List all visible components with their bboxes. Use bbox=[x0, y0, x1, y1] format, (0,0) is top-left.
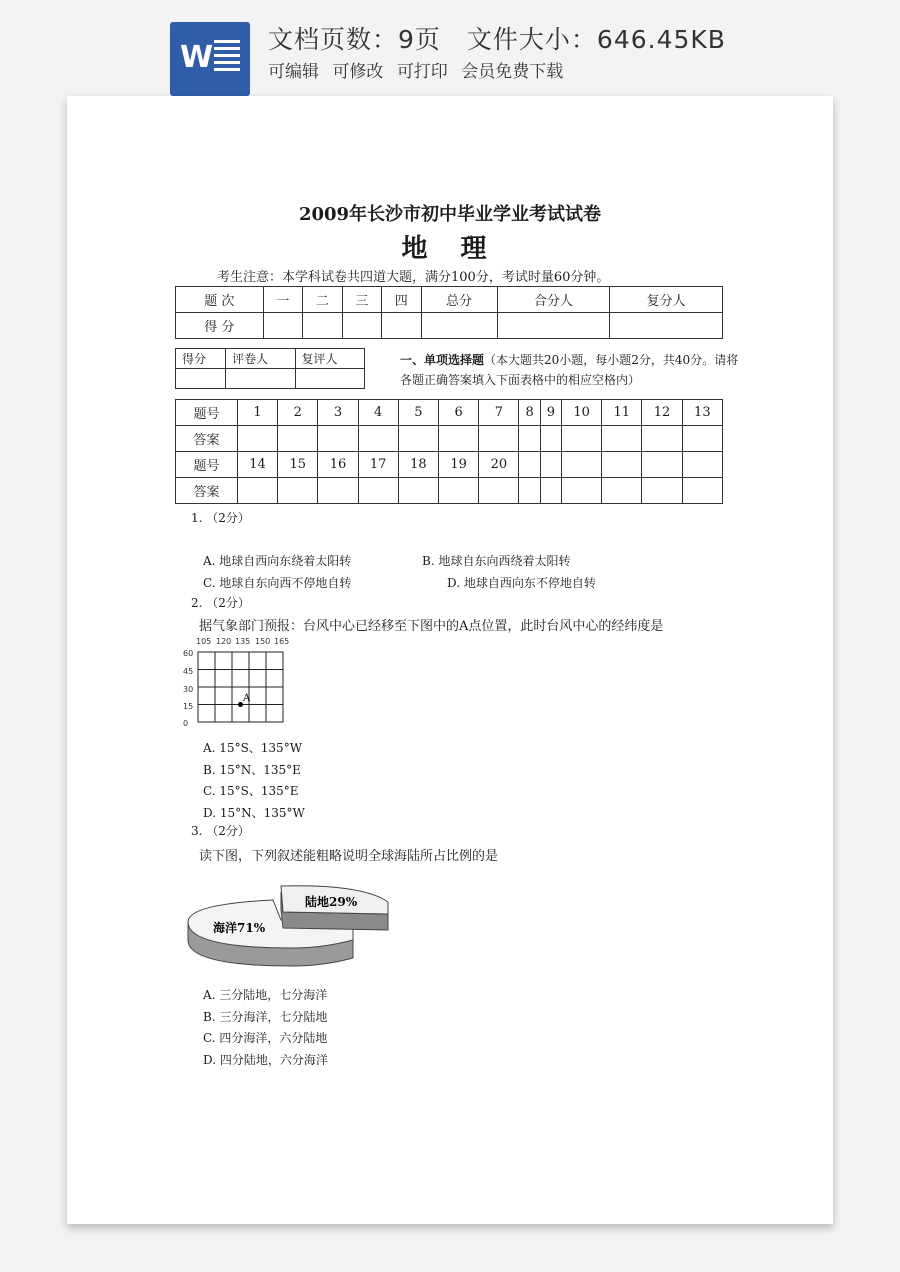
table-cell bbox=[278, 426, 318, 452]
grid-y-label: 15 bbox=[183, 702, 194, 711]
feature-modifiable: 可修改 bbox=[332, 62, 384, 82]
grid-x-label: 150 bbox=[255, 637, 271, 646]
table-cell: 题号 bbox=[176, 400, 238, 426]
pie-ocean-label: 海洋71% bbox=[213, 921, 266, 935]
table-cell bbox=[263, 313, 302, 339]
table-cell: 复评人 bbox=[295, 349, 364, 369]
table-cell bbox=[540, 452, 561, 478]
table-cell: 合分人 bbox=[497, 287, 610, 313]
grid-y-label: 30 bbox=[183, 685, 194, 694]
table-cell: 15 bbox=[278, 452, 318, 478]
q3-option-b: B. 三分海洋，七分陆地 bbox=[203, 1010, 328, 1024]
q1-option-a: A. 地球自西向东绕着太阳转 bbox=[203, 554, 352, 568]
document-page bbox=[67, 96, 833, 1224]
table-cell: 7 bbox=[479, 400, 519, 426]
table-cell: 2 bbox=[278, 400, 318, 426]
point-a-label: A bbox=[243, 693, 251, 704]
table-cell bbox=[642, 478, 682, 504]
land-ocean-pie-figure bbox=[183, 882, 393, 972]
table-cell bbox=[519, 426, 540, 452]
table-cell bbox=[479, 478, 519, 504]
table-row bbox=[176, 478, 723, 504]
exam-notice: 考生注意：本学科试卷共四道大题，满分100分，考试时量60分钟。 bbox=[217, 270, 610, 285]
table-cell: 总分 bbox=[421, 287, 497, 313]
table-cell: 题号 bbox=[176, 452, 238, 478]
table-cell: 20 bbox=[479, 452, 519, 478]
feature-printable: 可打印 bbox=[396, 62, 448, 82]
answer-table bbox=[175, 399, 723, 504]
table-cell: 9 bbox=[540, 400, 561, 426]
table-cell bbox=[497, 313, 610, 339]
grid-x-label: 135 bbox=[235, 637, 251, 646]
table-cell bbox=[540, 426, 561, 452]
table-cell bbox=[540, 478, 561, 504]
question-3-head: 3. （2分） bbox=[191, 824, 250, 838]
table-cell bbox=[561, 452, 601, 478]
file-info bbox=[268, 20, 752, 56]
table-cell bbox=[439, 478, 479, 504]
table-cell bbox=[479, 426, 519, 452]
table-cell: 12 bbox=[642, 400, 682, 426]
exam-title: 2009年长沙市初中毕业学业考试试卷 bbox=[298, 204, 602, 225]
table-cell: 3 bbox=[318, 400, 358, 426]
grid-x-label: 120 bbox=[216, 637, 232, 646]
table-row bbox=[176, 369, 365, 389]
word-icon-lines bbox=[214, 40, 240, 75]
table-row bbox=[176, 452, 723, 478]
table-cell bbox=[303, 313, 342, 339]
table-cell: 4 bbox=[358, 400, 398, 426]
table-cell: 11 bbox=[602, 400, 642, 426]
score-table bbox=[175, 286, 723, 339]
grid-x-label: 105 bbox=[196, 637, 212, 646]
q2-option-d: D. 15°N、135°W bbox=[203, 806, 305, 820]
download-banner bbox=[0, 0, 900, 96]
table-cell: 得 分 bbox=[176, 313, 264, 339]
table-cell: 17 bbox=[358, 452, 398, 478]
table-cell bbox=[295, 369, 364, 389]
table-cell bbox=[318, 478, 358, 504]
q2-option-a: A. 15°S、135°W bbox=[203, 741, 303, 755]
table-cell: 题 次 bbox=[176, 287, 264, 313]
table-cell: 一 bbox=[263, 287, 302, 313]
table-cell bbox=[642, 426, 682, 452]
table-cell: 5 bbox=[398, 400, 438, 426]
table-row bbox=[176, 287, 723, 313]
table-cell bbox=[610, 313, 723, 339]
file-size: 文件大小：646.45KB bbox=[466, 25, 726, 54]
feature-list bbox=[268, 57, 571, 82]
table-cell: 1 bbox=[237, 400, 277, 426]
table-cell: 答案 bbox=[176, 478, 238, 504]
table-cell bbox=[561, 426, 601, 452]
table-cell bbox=[519, 478, 540, 504]
table-cell bbox=[682, 452, 722, 478]
table-cell: 16 bbox=[318, 452, 358, 478]
table-cell bbox=[642, 452, 682, 478]
feature-editable: 可编辑 bbox=[268, 62, 319, 82]
table-cell: 6 bbox=[439, 400, 479, 426]
question-2-head: 2. （2分） bbox=[191, 596, 250, 610]
table-row bbox=[176, 400, 723, 426]
table-row bbox=[176, 349, 365, 369]
pie-land-label: 陆地29% bbox=[305, 895, 358, 909]
table-cell bbox=[398, 478, 438, 504]
table-cell bbox=[237, 426, 277, 452]
table-cell bbox=[561, 478, 601, 504]
word-document-icon bbox=[170, 22, 250, 96]
question-2-stem: 据气象部门预报：台风中心已经移至下图中的A点位置，此时台风中心的经纬度是 bbox=[199, 619, 664, 634]
table-cell: 四 bbox=[382, 287, 421, 313]
table-cell: 10 bbox=[561, 400, 601, 426]
table-cell bbox=[342, 313, 381, 339]
table-cell: 19 bbox=[439, 452, 479, 478]
table-cell: 三 bbox=[342, 287, 381, 313]
q1-option-b: B. 地球自东向西绕着太阳转 bbox=[422, 554, 571, 568]
q2-option-b: B. 15°N、135°E bbox=[203, 763, 301, 777]
table-cell bbox=[398, 426, 438, 452]
q1-option-c: C. 地球自东向西不停地自转 bbox=[203, 576, 352, 590]
table-cell bbox=[602, 478, 642, 504]
table-cell: 得分 bbox=[176, 349, 226, 369]
table-cell bbox=[358, 426, 398, 452]
table-cell bbox=[358, 478, 398, 504]
table-cell: 8 bbox=[519, 400, 540, 426]
table-cell bbox=[682, 426, 722, 452]
section-1-title: 一、单项选择题 bbox=[400, 353, 485, 367]
grader-table bbox=[175, 348, 365, 389]
table-cell: 评卷人 bbox=[226, 349, 295, 369]
section-1-desc: （本大题共20小题，每小题2分，共40分。请将各题正确答案填入下面表格中的相应空格内） bbox=[400, 353, 739, 387]
grid-y-label: 0 bbox=[183, 719, 189, 728]
question-1-head: 1. （2分） bbox=[191, 511, 250, 525]
section-1-heading bbox=[400, 350, 745, 390]
table-cell: 13 bbox=[682, 400, 722, 426]
table-cell bbox=[382, 313, 421, 339]
table-cell bbox=[176, 369, 226, 389]
table-cell: 14 bbox=[237, 452, 277, 478]
q3-option-d: D. 四分陆地，六分海洋 bbox=[203, 1053, 328, 1067]
q1-option-d: D. 地球自西向东不停地自转 bbox=[447, 576, 596, 590]
q2-option-c: C. 15°S、135°E bbox=[203, 784, 299, 798]
table-cell: 18 bbox=[398, 452, 438, 478]
table-cell bbox=[226, 369, 295, 389]
table-cell: 二 bbox=[303, 287, 342, 313]
lat-long-grid-figure bbox=[183, 636, 293, 736]
grid-y-label: 60 bbox=[183, 649, 194, 658]
page-count: 文档页数：9页 bbox=[268, 25, 441, 54]
table-row bbox=[176, 426, 723, 452]
table-cell: 答案 bbox=[176, 426, 238, 452]
table-cell bbox=[421, 313, 497, 339]
q3-option-a: A. 三分陆地，七分海洋 bbox=[203, 988, 328, 1002]
grid-x-label: 165 bbox=[274, 637, 290, 646]
table-cell bbox=[318, 426, 358, 452]
table-cell: 复分人 bbox=[610, 287, 723, 313]
table-cell bbox=[278, 478, 318, 504]
table-cell bbox=[439, 426, 479, 452]
word-icon-letter: W bbox=[180, 40, 214, 75]
table-cell bbox=[237, 478, 277, 504]
table-cell bbox=[602, 452, 642, 478]
table-cell bbox=[602, 426, 642, 452]
question-3-stem: 读下图，下列叙述能粗略说明全球海陆所占比例的是 bbox=[199, 849, 499, 864]
table-row bbox=[176, 313, 723, 339]
exam-subject: 地 理 bbox=[401, 234, 499, 264]
grid-y-label: 45 bbox=[183, 667, 194, 676]
table-cell bbox=[519, 452, 540, 478]
table-cell bbox=[682, 478, 722, 504]
q3-option-c: C. 四分海洋，六分陆地 bbox=[203, 1031, 328, 1045]
feature-member-download[interactable]: 会员免费下载 bbox=[461, 62, 564, 82]
